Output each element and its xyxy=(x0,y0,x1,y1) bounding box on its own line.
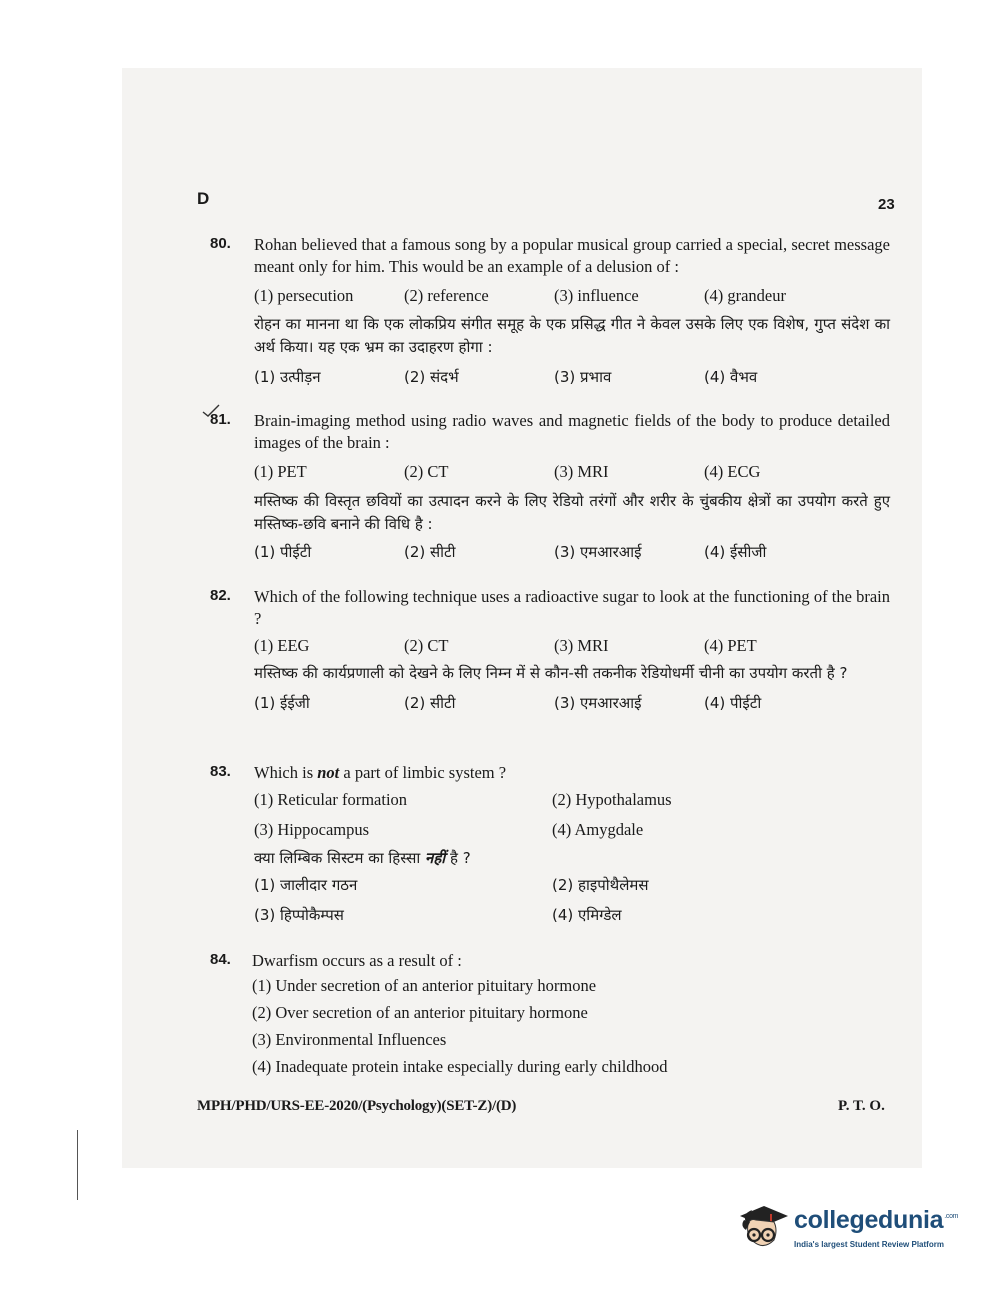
option-2-hi: (2) संदर्भ xyxy=(404,368,459,386)
options-hi-row-2 xyxy=(254,900,890,930)
please-turn-over: P. T. O. xyxy=(838,1098,885,1114)
options-en xyxy=(254,282,890,310)
option-4-hi: (4) एमिग्डेल xyxy=(552,906,622,924)
option-4: (4) ECG xyxy=(704,462,761,481)
page-edge-line xyxy=(77,1130,78,1200)
option-3-hi: (3) एमआरआई xyxy=(554,694,642,712)
question-text-hi: मस्तिष्क की कार्यप्रणाली को देखने के लिए निम्न में से कौन-सी तकनीक रेडियोधर्मी चीनी का उपयोग करती है ? xyxy=(254,664,848,682)
question-number: 84. xyxy=(210,951,231,968)
question-text-en: Rohan believed that a famous song by a popular musical group carried a special, secret message meant only for him. This would be an example of a delusion of : xyxy=(254,235,890,276)
paper-code: MPH/PHD/URS-EE-2020/(Psychology)(SET-Z)/(D) xyxy=(197,1098,517,1114)
options-en xyxy=(254,458,890,486)
option-2: (2) CT xyxy=(404,462,449,481)
emphasis-nahin: नहीं xyxy=(425,849,446,867)
question-number: 83. xyxy=(210,763,231,780)
option-1: (1) Reticular formation xyxy=(254,790,408,809)
question-text-hi: क्या लिम्बिक सिस्टम का हिस्सा नहीं है ? xyxy=(254,849,471,867)
option-3: (3) Environmental Influences xyxy=(252,1030,447,1049)
question-text-en: Brain-imaging method using radio waves and magnetic fields of the body to produce detailed images of the brain : xyxy=(254,411,890,452)
question-text-hi: रोहन का मानना था कि एक लोकप्रिय संगीत समूह के एक प्रसिद्ध गीत ने केवल उसके लिए एक विशेष, गुप्त संदेश का अर्थ किया। यह एक भ्रम का उदाहरण होगा : xyxy=(254,315,890,356)
question-82 xyxy=(210,586,890,717)
option-4-hi: (4) ईसीजी xyxy=(704,543,767,561)
option-3-hi: (3) एमआरआई xyxy=(554,543,642,561)
option-3: (3) Hippocampus xyxy=(254,820,370,839)
options-hi-row-1 xyxy=(254,870,890,900)
student-mascot-icon xyxy=(734,1196,790,1256)
options-en xyxy=(254,632,890,660)
emphasis-not: not xyxy=(317,763,340,782)
option-1-hi: (1) पीईटी xyxy=(254,543,312,561)
option-2: (2) CT xyxy=(404,636,449,655)
question-number: 80. xyxy=(210,235,231,252)
option-3: (3) influence xyxy=(554,286,639,305)
logo-wordmark: collegedunia$^{.com}$ xyxy=(794,1206,959,1234)
question-text-en: Which of the following technique uses a radioactive sugar to look at the functioning of the brain ? xyxy=(254,587,890,628)
option-3-hi: (3) हिप्पोकैम्पस xyxy=(254,906,344,924)
option-2-hi: (2) हाइपोथैलेमस xyxy=(552,876,649,894)
option-1: (1) PET xyxy=(254,462,307,481)
option-2: (2) Over secretion of an anterior pituitary hormone xyxy=(252,1003,588,1022)
option-2: (2) reference xyxy=(404,286,489,305)
option-1: (1) Under secretion of an anterior pituitary hormone xyxy=(252,976,597,995)
options-hi xyxy=(254,689,890,717)
logo-com: .com xyxy=(944,1213,959,1220)
option-1-hi: (1) ईईजी xyxy=(254,694,310,712)
option-1: (1) persecution xyxy=(254,286,354,305)
options-hi xyxy=(254,363,890,391)
set-letter: D xyxy=(197,189,210,208)
page-number: 23 xyxy=(878,196,895,213)
option-4: (4) Inadequate protein intake especially during early childhood xyxy=(252,1057,668,1076)
options-en-row-1 xyxy=(254,785,890,815)
option-1-hi: (1) जालीदार गठन xyxy=(254,876,358,894)
option-3: (3) MRI xyxy=(554,636,609,655)
options-en-row-2 xyxy=(254,815,890,845)
option-4: (4) PET xyxy=(704,636,757,655)
question-number: 81. xyxy=(210,411,231,428)
options-hi xyxy=(254,538,890,566)
question-83 xyxy=(210,762,890,930)
option-1-hi: (1) उत्पीड़न xyxy=(254,368,321,386)
question-text-en: Dwarfism occurs as a result of : xyxy=(252,951,462,970)
option-2: (2) Hypothalamus xyxy=(552,790,672,809)
question-number: 82. xyxy=(210,587,231,604)
question-81 xyxy=(210,410,890,566)
option-4: (4) Amygdale xyxy=(552,820,644,839)
option-4-hi: (4) वैभव xyxy=(704,368,758,386)
option-3: (3) MRI xyxy=(554,462,609,481)
option-1: (1) EEG xyxy=(254,636,310,655)
question-text-hi: मस्तिष्क की विस्तृत छवियों का उत्पादन करने के लिए रेडियो तरंगों और शरीर के चुंबकीय क्षेत्रों का उपयोग करते हुए मस्तिष्क-छवि बनाने की विधि है : xyxy=(254,492,890,533)
option-2-hi: (2) सीटी xyxy=(404,694,456,712)
option-4-hi: (4) पीईटी xyxy=(704,694,762,712)
option-2-hi: (2) सीटी xyxy=(404,543,456,561)
question-text-en: Which is not a part of limbic system ? xyxy=(254,763,507,782)
question-84 xyxy=(210,950,890,1080)
option-3-hi: (3) प्रभाव xyxy=(554,368,612,386)
collegedunia-logo xyxy=(734,1196,964,1266)
logo-tagline: India's largest Student Review Platform xyxy=(794,1240,944,1249)
question-80 xyxy=(210,234,890,391)
option-4: (4) grandeur xyxy=(704,286,787,305)
